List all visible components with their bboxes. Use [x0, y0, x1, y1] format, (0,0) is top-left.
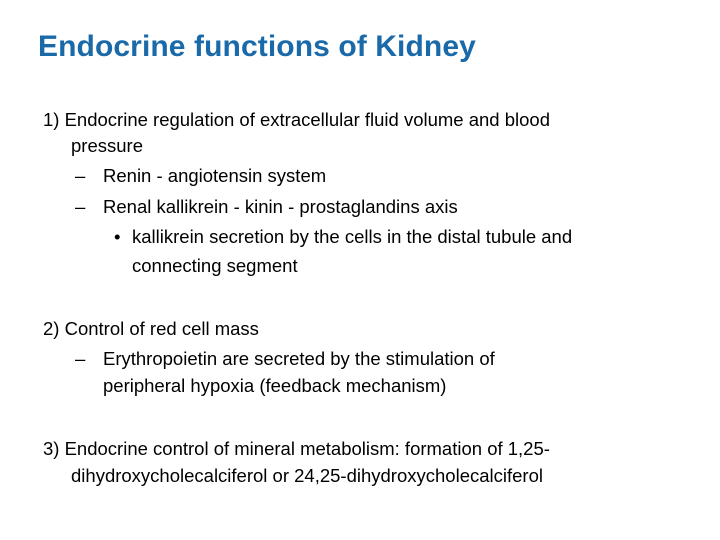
section-3-heading-line-2: dihydroxycholecalciferol or 24,25-dihydroxycholecalciferol — [71, 465, 543, 486]
dash-marker: – — [75, 196, 86, 217]
section-3-heading-line-1: 3) Endocrine control of mineral metabolism: formation of 1,25- — [43, 438, 550, 459]
section-1-sub-2-bullet-line-1: kallikrein secretion by the cells in the distal tubule and — [132, 226, 573, 247]
section-1-sub-1-text: Renin - angiotensin system — [103, 165, 327, 186]
slide-title: Endocrine functions of Kidney — [38, 30, 476, 63]
dash-marker: – — [75, 165, 86, 186]
bullet-marker: • — [114, 226, 121, 247]
section-1-sub-2-bullet-line-2: connecting segment — [132, 255, 298, 276]
section-1-heading-line-1: 1) Endocrine regulation of extracellular fluid volume and blood — [43, 109, 550, 130]
section-2-sub-1-line-2: peripheral hypoxia (feedback mechanism) — [103, 375, 447, 396]
dash-marker: – — [75, 348, 86, 369]
section-1-heading-line-2: pressure — [71, 135, 143, 156]
section-2-heading: 2) Control of red cell mass — [43, 318, 259, 339]
section-2-sub-1-line-1: Erythropoietin are secreted by the stimulation of — [103, 348, 495, 369]
section-1-sub-2-text: Renal kallikrein - kinin - prostaglandins axis — [103, 196, 458, 217]
